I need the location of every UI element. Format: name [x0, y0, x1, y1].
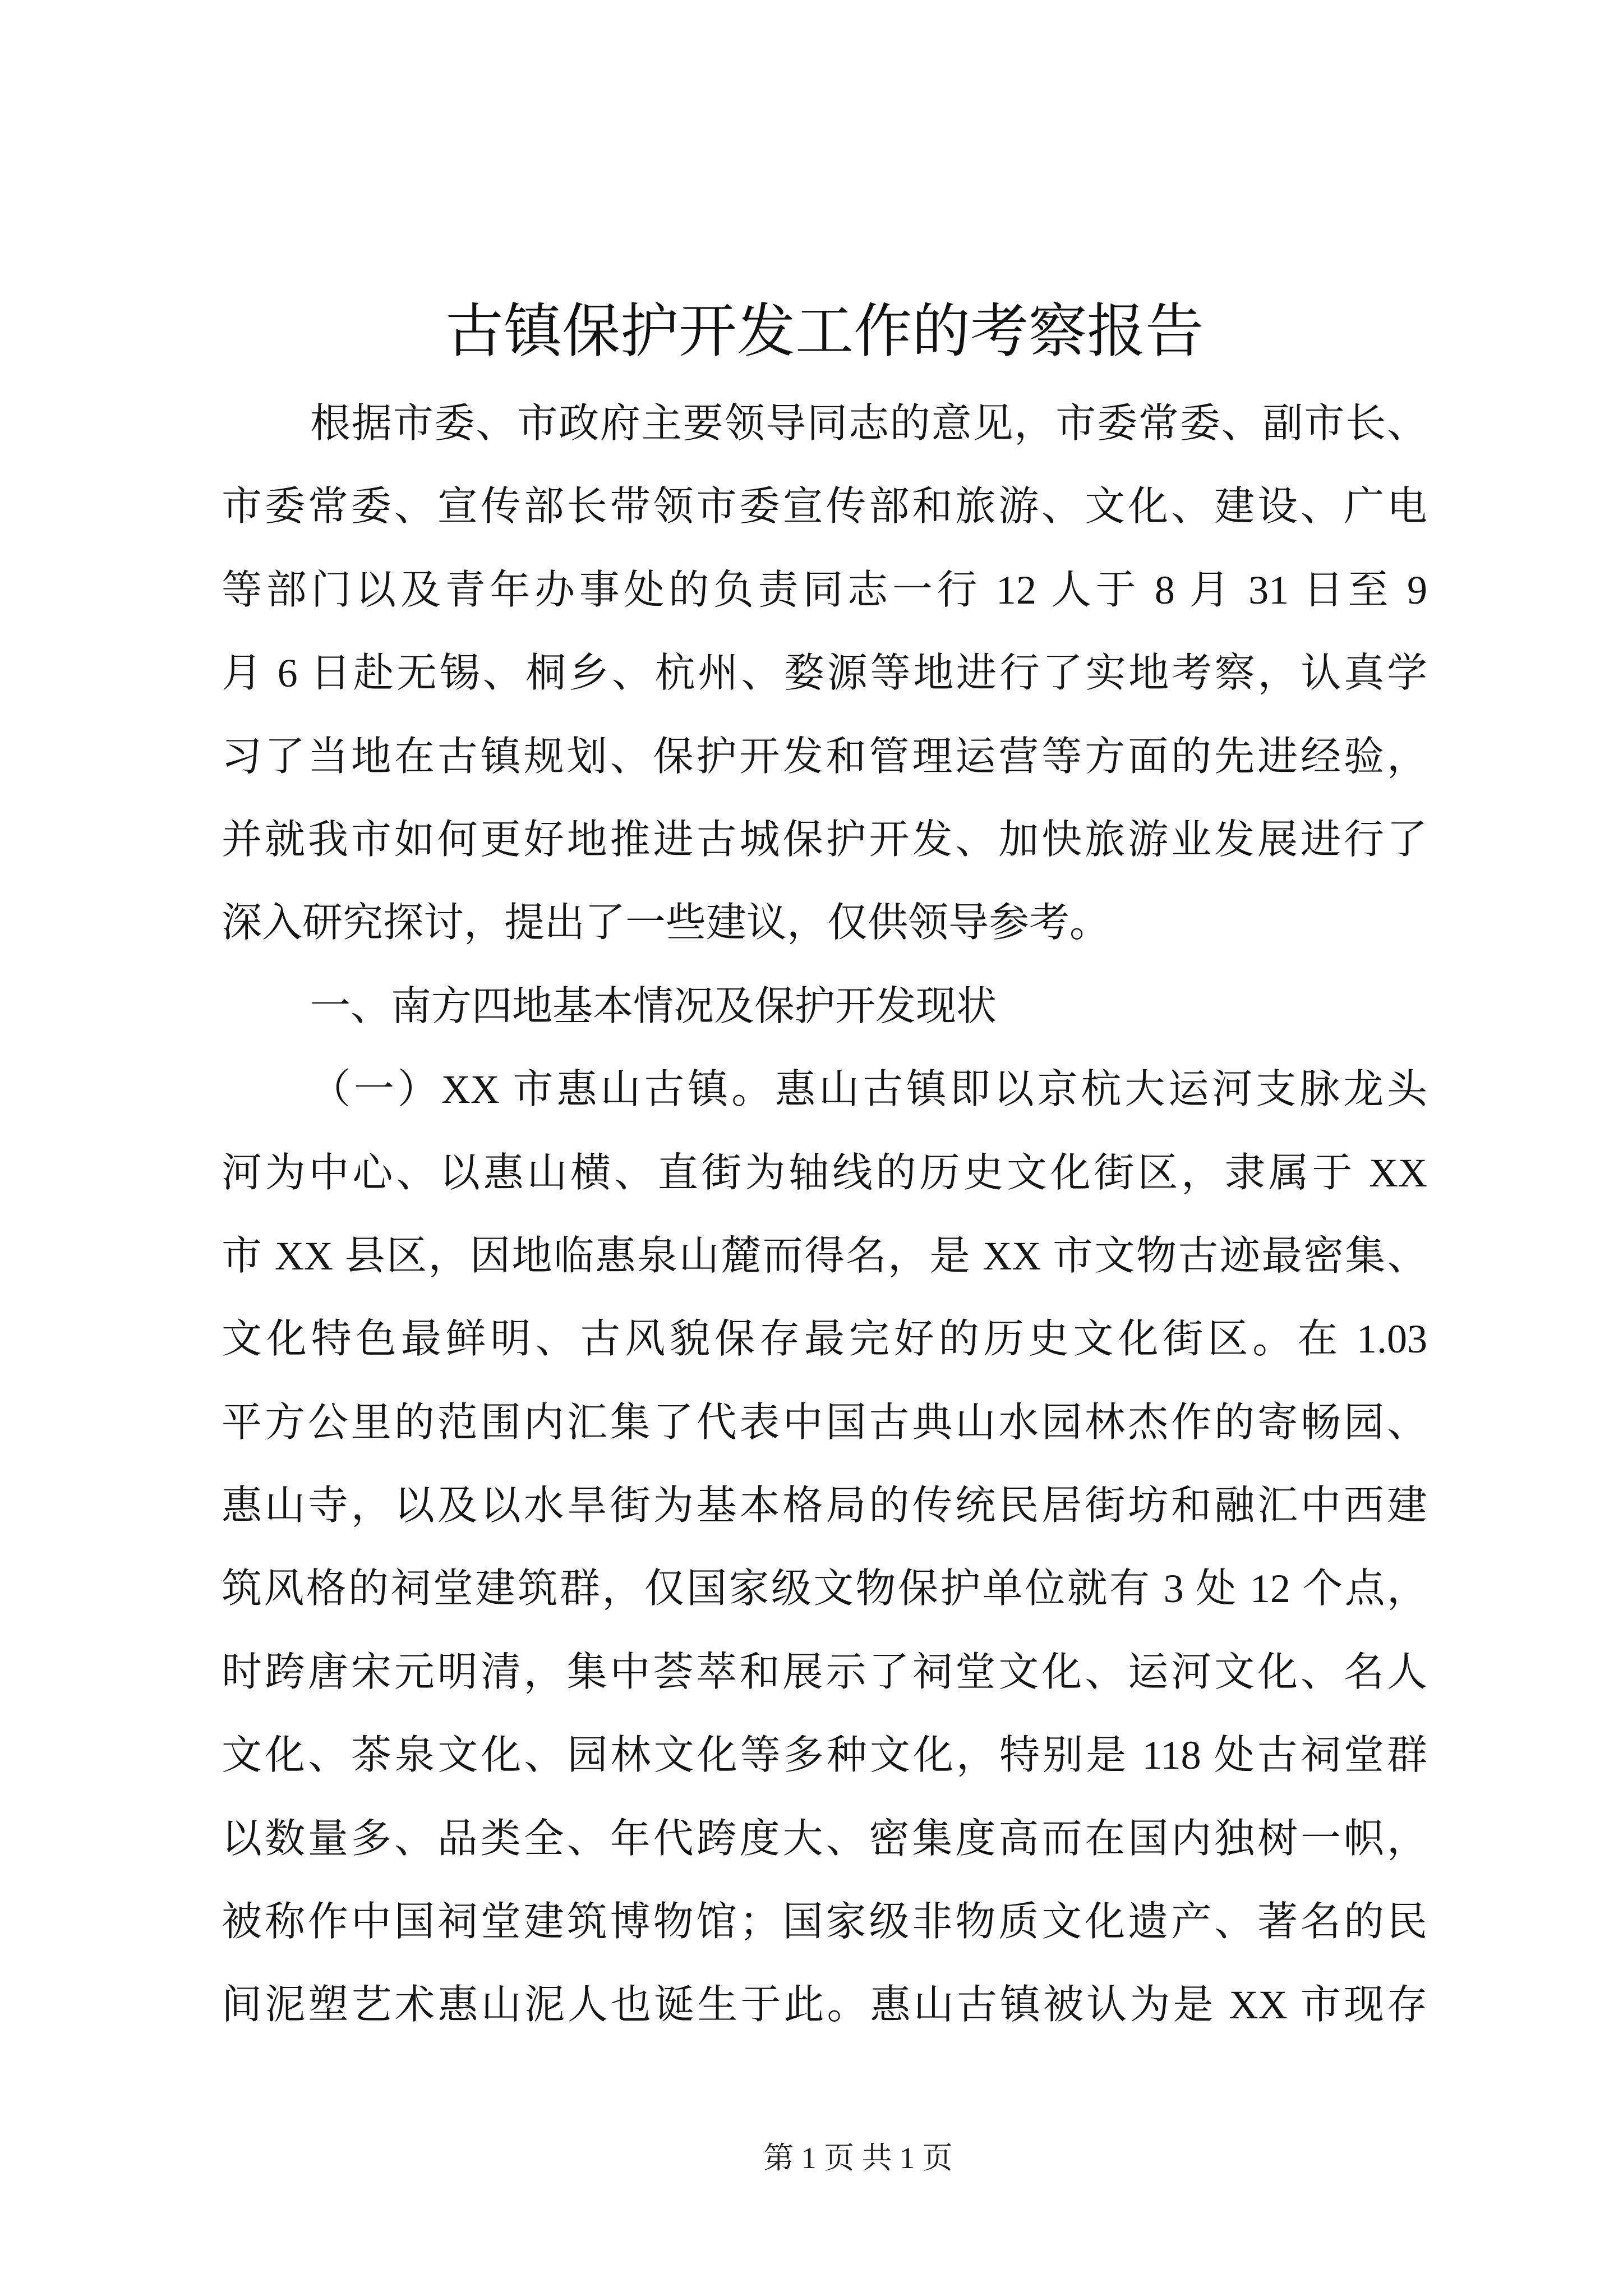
page-footer: 第 1 页 共 1 页 — [763, 2141, 953, 2175]
document-title: 古镇保护开发工作的考察报告 — [445, 300, 1204, 364]
paragraph-line: 文化特色最鲜明、古风貌保存最完好的历史文化街区。在 1.03 — [222, 1317, 1427, 1362]
paragraph-line: 文化、茶泉文化、园林文化等多种文化，特别是 118 处古祠堂群 — [222, 1733, 1427, 1778]
paragraph-line: 并就我市如何更好地推进古城保护开发、加快旅游业发展进行了 — [222, 817, 1427, 862]
section-heading: 一、南方四地基本情况及保护开发现状 — [310, 983, 997, 1029]
document-body — [222, 382, 1427, 2047]
paragraph-line: 等部门以及青年办事处的负责同志一行 12 人于 8 月 31 日至 9 — [222, 567, 1427, 613]
paragraph-line: 时跨唐宋元明清，集中荟萃和展示了祠堂文化、运河文化、名人 — [222, 1649, 1427, 1695]
paragraph-line: （一）XX 市惠山古镇。惠山古镇即以京杭大运河支脉龙头 — [310, 1067, 1427, 1112]
paragraph-line: 河为中心、以惠山横、直街为轴线的历史文化街区，隶属于 XX — [222, 1150, 1427, 1195]
paragraph-line: 被称作中国祠堂建筑博物馆；国家级非物质文化遗产、著名的民 — [222, 1899, 1427, 1945]
subsection-paragraph — [222, 1048, 1427, 2047]
paragraph-line: 市委常委、宣传部长带领市委宣传部和旅游、文化、建设、广电 — [222, 484, 1427, 530]
paragraph-line: 间泥塑艺术惠山泥人也诞生于此。惠山古镇被认为是 XX 市现存 — [222, 1982, 1427, 2028]
paragraph-line: 筑风格的祠堂建筑群，仅国家级文物保护单位就有 3 处 12 个点， — [222, 1566, 1427, 1612]
paragraph-line: 根据市委、市政府主要领导同志的意见，市委常委、副市长、 — [310, 401, 1427, 446]
paragraph-line: 市 XX 县区，因地临惠泉山麓而得名，是 XX 市文物古迹最密集、 — [222, 1233, 1427, 1278]
paragraph-line: 惠山寺，以及以水旱街为基本格局的传统民居街坊和融汇中西建 — [222, 1483, 1427, 1529]
paragraph-line: 月 6 日赴无锡、桐乡、杭州、婺源等地进行了实地考察，认真学 — [222, 651, 1427, 696]
paragraph-line: 平方公里的范围内汇集了代表中国古典山水园林杰作的寄畅园、 — [222, 1400, 1427, 1445]
paragraph-line: 深入研究探讨，提出了一些建议，仅供领导参考。 — [222, 900, 1110, 946]
intro-paragraph — [222, 382, 1427, 965]
paragraph-line: 习了当地在古镇规划、保护开发和管理运营等方面的先进经验， — [222, 734, 1427, 779]
paragraph-line: 以数量多、品类全、年代跨度大、密集度高而在国内独树一帜， — [222, 1816, 1427, 1861]
